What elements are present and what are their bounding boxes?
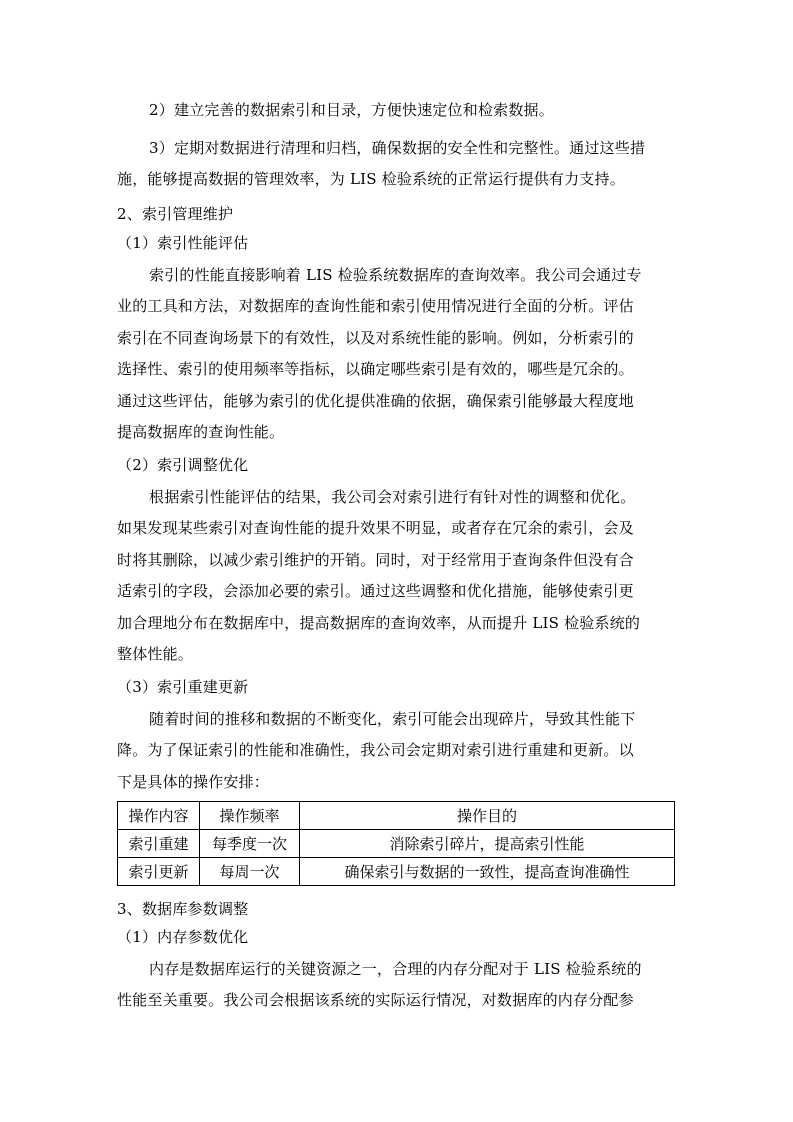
paragraph-line: 选择性、索引的使用频率等指标，以确定哪些索引是有效的，哪些是冗余的。 (117, 360, 634, 378)
paragraph-line: 通过这些评估，能够为索引的优化提供准确的依据，确保索引能够最大程度地 (117, 392, 634, 410)
paragraph-line: 施，能够提高数据的管理效率，为 LIS 检验系统的正常运行提供有力支持。 (117, 170, 625, 188)
table-cell: 消除索引碎片，提高索引性能 (300, 830, 675, 858)
paragraph-line: 下是具体的操作安排： (117, 773, 270, 791)
table-row (118, 830, 675, 858)
paragraph-line: 时将其删除，以减少索引维护的开销。同时，对于经常用于查询条件但没有合 (117, 551, 634, 569)
table-cell: 每周一次 (200, 858, 300, 886)
section-heading: 3、数据库参数调整 (117, 900, 249, 918)
paragraph-line: 索引的性能直接影响着 LIS 检验系统数据库的查询效率。我公司会通过专 (149, 266, 642, 284)
table-header-row (118, 802, 675, 830)
paragraph-line: 整体性能。 (117, 645, 194, 663)
paragraph-line: 适索引的字段，会添加必要的索引。通过这些调整和优化措施，能够使索引更 (117, 582, 634, 600)
paragraph-line: 内存是数据库运行的关键资源之一，合理的内存分配对于 LIS 检验系统的 (149, 960, 642, 978)
table-cell: 索引重建 (118, 830, 200, 858)
paragraph-line: 降。为了保证索引的性能和准确性，我公司会定期对索引进行重建和更新。以 (117, 741, 634, 759)
paragraph-line: 业的工具和方法，对数据库的查询性能和索引使用情况进行全面的分析。评估 (117, 297, 634, 315)
subsection-heading: （2）索引调整优化 (117, 456, 249, 474)
table-cell: 索引更新 (118, 858, 200, 886)
table-header-cell: 操作目的 (300, 802, 675, 830)
table-cell: 每季度一次 (200, 830, 300, 858)
paragraph-line: 随着时间的推移和数据的不断变化，索引可能会出现碎片，导致其性能下 (149, 710, 636, 728)
paragraph-line: 2）建立完善的数据索引和目录，方便快速定位和检索数据。 (149, 101, 554, 119)
table-row (118, 858, 675, 886)
section-heading: 2、索引管理维护 (117, 205, 234, 223)
paragraph-line: 如果发现某些索引对查询性能的提升效果不明显，或者存在冗余的索引，会及 (117, 519, 634, 537)
paragraph-line: 3）定期对数据进行清理和归档，确保数据的安全性和完整性。通过这些措 (149, 139, 646, 157)
paragraph-line: 索引在不同查询场景下的有效性，以及对系统性能的影响。例如，分析索引的 (117, 329, 634, 347)
table-header-cell: 操作频率 (200, 802, 300, 830)
paragraph-line: 提高数据库的查询性能。 (117, 423, 285, 441)
table-header-cell: 操作内容 (118, 802, 200, 830)
paragraph-line: 加合理地分布在数据库中，提高数据库的查询效率，从而提升 LIS 检验系统的 (117, 614, 641, 632)
table-cell: 确保索引与数据的一致性，提高查询准确性 (300, 858, 675, 886)
subsection-heading: （1）索引性能评估 (117, 234, 249, 252)
paragraph-line: 根据索引性能评估的结果，我公司会对索引进行有针对性的调整和优化。 (149, 488, 636, 506)
paragraph-line: 性能至关重要。我公司会根据该系统的实际运行情况，对数据库的内存分配参 (117, 991, 634, 1009)
subsection-heading: （1）内存参数优化 (117, 928, 249, 946)
subsection-heading: （3）索引重建更新 (117, 678, 249, 696)
operations-table (117, 801, 675, 886)
